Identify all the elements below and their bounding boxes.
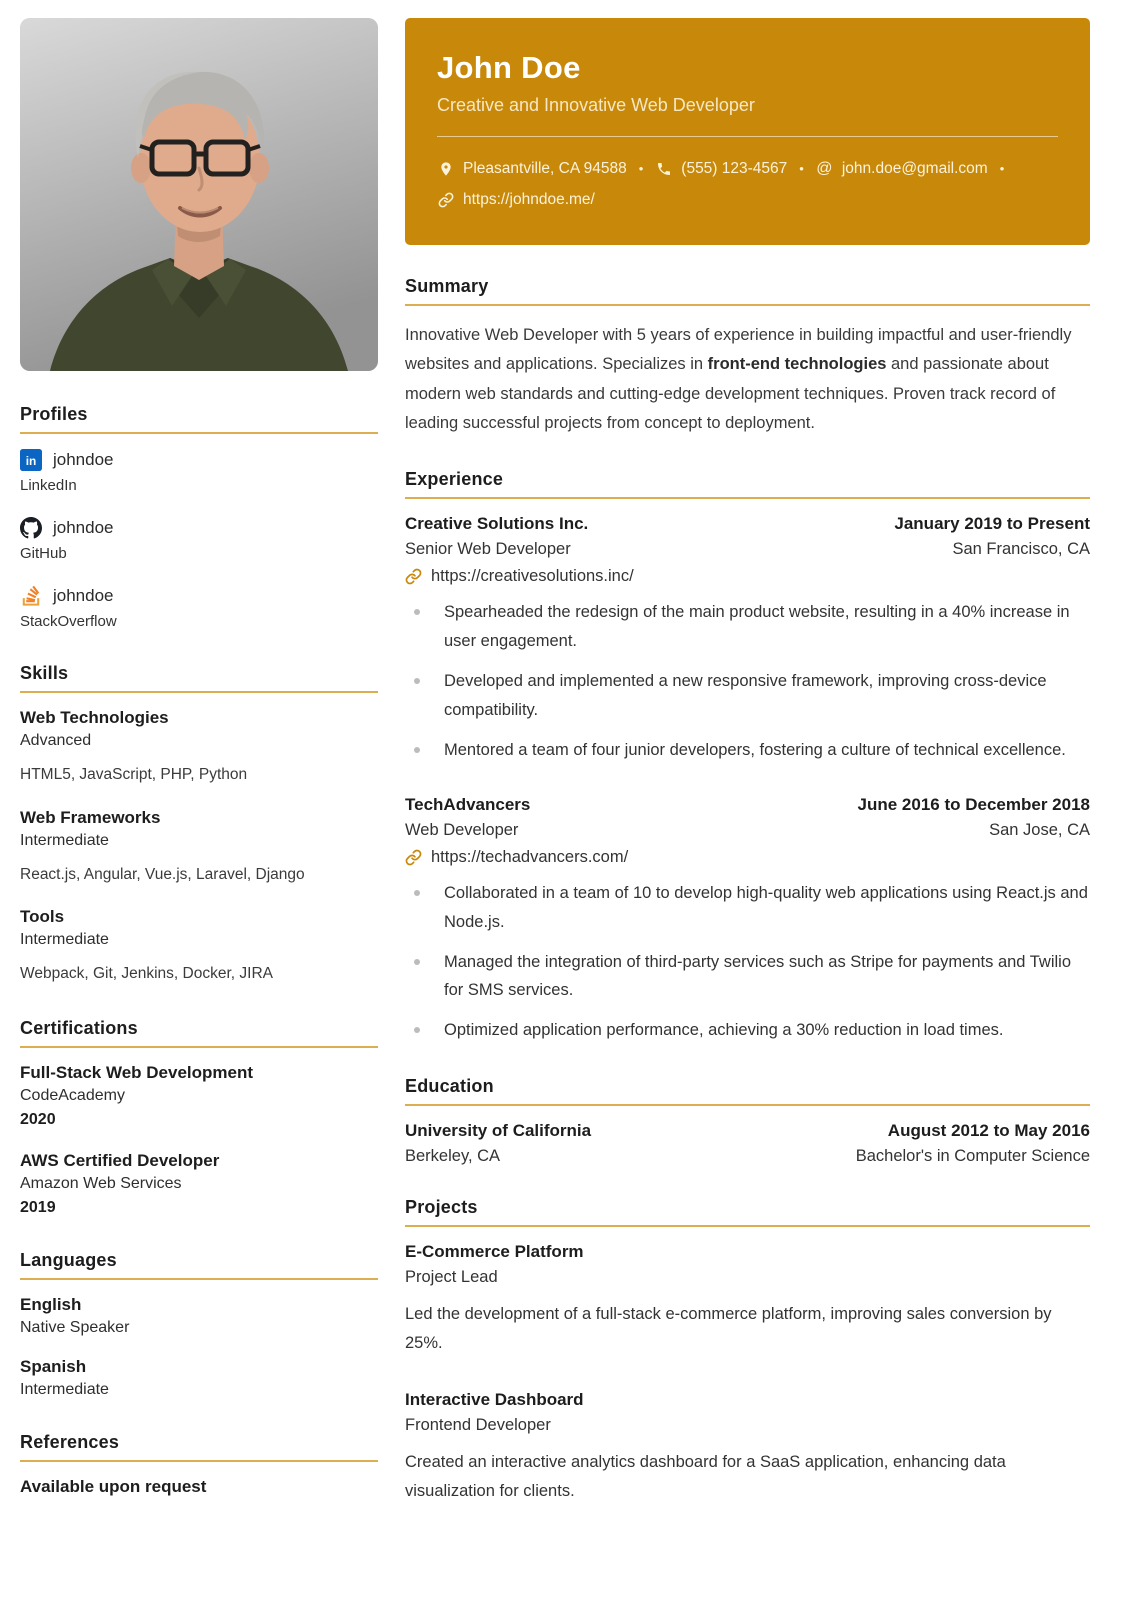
profiles-heading: Profiles [20,404,378,434]
contact-row [437,153,1058,215]
language-name: Spanish [20,1357,87,1377]
github-icon [20,517,42,539]
contact-email-text[interactable]: john.doe@gmail.com [841,160,988,177]
portrait-illustration [20,18,378,371]
profile-username[interactable]: johndoe [53,450,114,469]
job-bullet: Spearheaded the redesign of the main product website, resulting in a 40% increase in user engagement. [405,598,1090,656]
header-card [405,18,1090,245]
education-location: Berkeley, CA [405,1147,501,1166]
certification-year: 2020 [20,1111,56,1129]
skill-level: Intermediate [20,931,109,949]
skill-level: Advanced [20,732,92,749]
job-dates: January 2019 to Present [894,514,1090,534]
job-bullet: Developed and implemented a new responsive framework, improving cross-device compatibility. [405,667,1090,725]
person-title: Creative and Innovative Web Developer [437,95,755,115]
job-company: TechAdvancers [405,794,531,814]
contact-website-text[interactable]: https://johndoe.me/ [463,191,595,208]
education-degree: Bachelor's in Computer Science [855,1147,1090,1166]
language-item [20,1295,378,1337]
references-section [20,1432,378,1497]
profile-github [20,517,378,562]
profile-stackoverflow [20,585,378,630]
certification-year: 2019 [20,1199,56,1217]
main-column [405,18,1090,1506]
project-role: Project Lead [405,1268,498,1287]
job-url[interactable]: https://techadvancers.com/ [431,847,629,866]
job-bullets [405,879,1090,1045]
job-url[interactable]: https://creativesolutions.inc/ [431,567,634,586]
summary-bold-phrase: front-end technologies [707,355,887,374]
contact-separator: • [638,160,644,176]
profile-username[interactable]: johndoe [53,586,114,605]
education-entry [405,1121,1090,1166]
job-bullet: Optimized application performance, achieving a 30% reduction in load times. [405,1016,1090,1045]
link-icon [405,568,422,585]
skill-keywords: Webpack, Git, Jenkins, Docker, JIRA [20,965,273,983]
profile-network-label: StackOverflow [20,613,117,630]
job-bullet: Mentored a team of four junior developers, fostering a culture of technical excellence. [405,736,1090,765]
job-position: Senior Web Developer [405,540,571,559]
person-name: John Doe [437,50,581,85]
job-entry [405,795,1090,1045]
link-icon [405,849,422,866]
certification-issuer: CodeAcademy [20,1087,125,1105]
job-entry [405,514,1090,764]
projects-heading: Projects [405,1197,1090,1227]
svg-text:in: in [25,454,37,469]
certification-item [20,1151,378,1217]
languages-heading: Languages [20,1250,378,1280]
skill-level: Intermediate [20,831,109,849]
certification-title: Full-Stack Web Development [20,1063,254,1083]
location-icon [437,160,454,177]
profiles-section [20,404,378,630]
contact-email [816,153,988,184]
job-position: Web Developer [405,820,519,839]
profile-photo [20,18,378,371]
projects-section [405,1197,1090,1506]
skill-name: Web Frameworks [20,807,161,827]
job-bullets [405,598,1090,764]
certification-issuer: Amazon Web Services [20,1175,182,1193]
job-location: San Jose, CA [989,820,1090,839]
profile-network-label: GitHub [20,545,67,562]
skill-item [20,808,378,886]
skills-section [20,663,378,985]
skill-name: Tools [20,907,65,927]
at-icon: @ [816,159,833,177]
language-level: Intermediate [20,1381,109,1399]
project-role: Frontend Developer [405,1415,551,1434]
contact-location-text: Pleasantville, CA 94588 [463,160,627,177]
skill-keywords: React.js, Angular, Vue.js, Laravel, Django [20,865,305,883]
job-company: Creative Solutions Inc. [405,514,589,534]
skill-name: Web Technologies [20,708,169,727]
link-icon [437,191,454,208]
skill-item [20,907,378,985]
skill-keywords: HTML5, JavaScript, PHP, Python [20,766,248,783]
contact-location [437,153,627,184]
education-dates: August 2012 to May 2016 [887,1121,1090,1141]
references-note: Available upon request [20,1477,207,1497]
project-description: Led the development of a full-stack e-commerce platform, improving sales conversion by 25%. [405,1305,1052,1353]
certifications-section [20,1018,378,1217]
project-entry [405,1390,1090,1506]
language-name: English [20,1295,82,1315]
summary-text: Innovative Web Developer with 5 years of experience in building impactful and user-friendly websites and applications. Specializes in front-end technologies and passionate about modern web standards and cutting-edge development techniques. Proven track record of leading successful projects from concept to deployment. [405,326,1072,433]
certifications-heading: Certifications [20,1018,378,1048]
summary-section [405,276,1090,438]
experience-section [405,469,1090,1045]
project-description: Created an interactive analytics dashboard for a SaaS application, enhancing data visualization for clients. [405,1452,1006,1500]
phone-icon [655,160,672,177]
summary-heading: Summary [405,276,1090,306]
job-bullet: Collaborated in a team of 10 to develop high-quality web applications using React.js and Node.js. [405,879,1090,937]
job-dates: June 2016 to December 2018 [857,794,1090,814]
job-location: San Francisco, CA [952,540,1090,559]
language-level: Native Speaker [20,1319,130,1337]
stackoverflow-icon [20,585,42,607]
job-bullet: Managed the integration of third-party services such as Stripe for payments and Twilio for SMS services. [405,948,1090,1006]
project-title: E-Commerce Platform [405,1242,584,1262]
certification-title: AWS Certified Developer [20,1151,220,1171]
header-divider [437,136,1058,137]
certification-item [20,1063,378,1129]
education-heading: Education [405,1076,1090,1106]
contact-phone-text[interactable]: (555) 123-4567 [681,160,788,177]
education-section [405,1076,1090,1166]
experience-heading: Experience [405,469,1090,499]
contact-phone [655,153,787,184]
education-school: University of California [405,1121,592,1141]
profile-linkedin [20,449,378,494]
project-title: Interactive Dashboard [405,1389,584,1409]
profile-username[interactable]: johndoe [53,518,114,537]
contact-website [437,184,595,215]
job-website [405,567,1090,586]
linkedin-icon [20,449,42,471]
sidebar [20,18,378,1506]
job-website [405,848,1090,867]
skills-heading: Skills [20,663,378,693]
contact-separator: • [799,160,804,176]
profile-network-label: LinkedIn [20,477,77,494]
language-item [20,1357,378,1399]
contact-separator: • [999,160,1005,176]
references-heading: References [20,1432,378,1462]
skill-item [20,708,378,786]
languages-section [20,1250,378,1399]
project-entry [405,1242,1090,1358]
